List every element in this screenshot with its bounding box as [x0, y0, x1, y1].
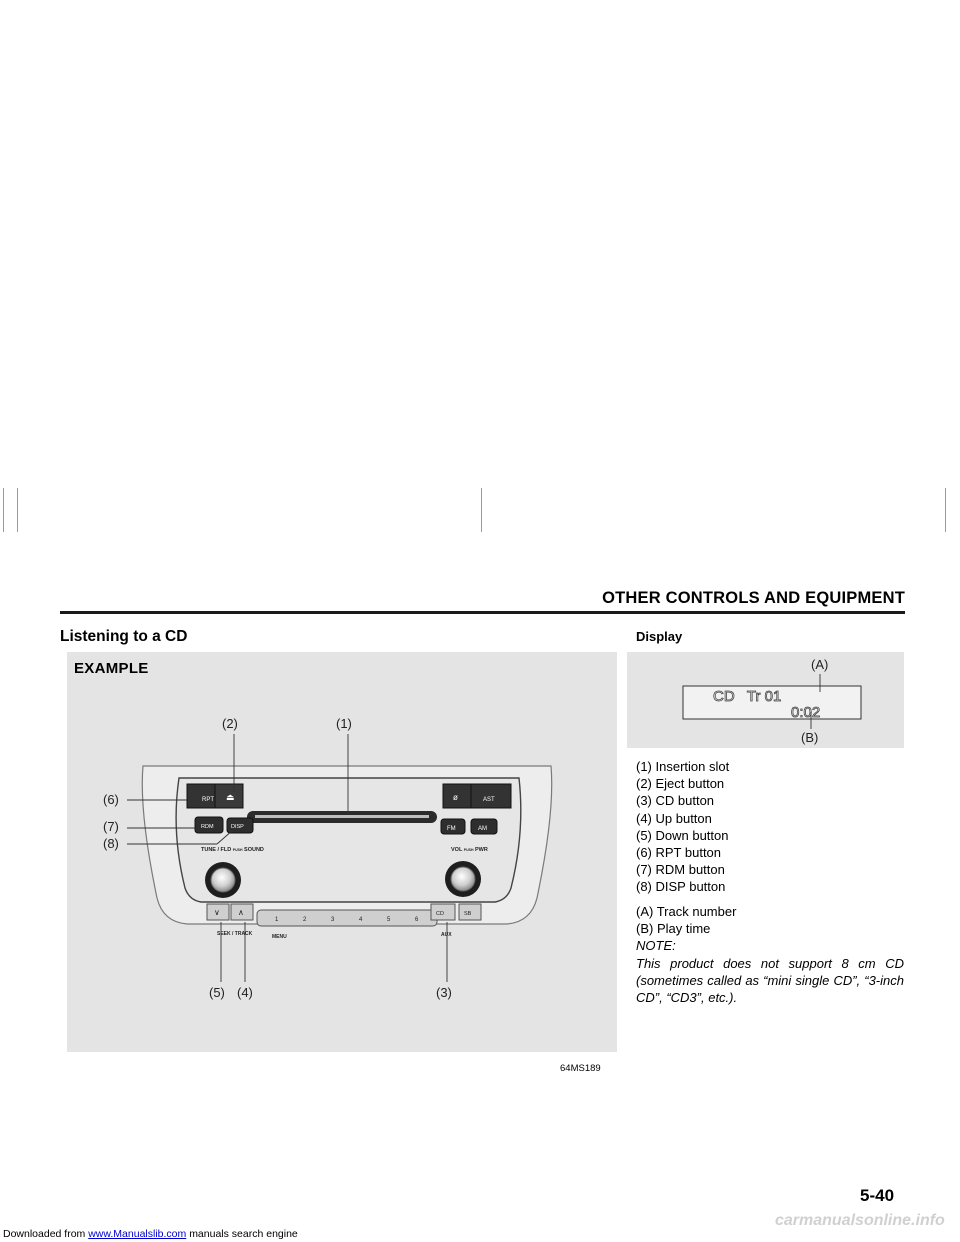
legend-list [636, 758, 729, 896]
note-label: NOTE: [636, 938, 676, 954]
title-rule [60, 611, 905, 614]
preset-3: 3 [331, 917, 335, 923]
menu-label: MENU [272, 934, 287, 940]
aux-label: AUX [441, 932, 452, 938]
footer-link[interactable]: www.Manualslib.com [88, 1228, 187, 1240]
page-number: 5-40 [860, 1186, 895, 1205]
tune-push-label: PUSH [232, 848, 243, 852]
cd-slot-inner [255, 815, 429, 818]
callout-8: (8) [103, 836, 119, 851]
label-b: (B) [801, 730, 819, 745]
vol-push-label: PUSH [463, 848, 474, 852]
am-label: AM [478, 826, 487, 832]
radio-figure [67, 652, 617, 1052]
callout-6: (6) [103, 792, 119, 807]
legend-item: (B) Play time [636, 921, 711, 937]
legend-item: (2) Eject button [636, 776, 725, 792]
radio-illustration [67, 652, 617, 1052]
section-heading: Listening to a CD [60, 628, 188, 645]
ast-label: AST [483, 797, 495, 803]
crop-mark [3, 488, 4, 532]
legend-item: (8) DISP button [636, 879, 726, 895]
preset-bar [257, 910, 437, 926]
tune-knob-cap [211, 868, 235, 892]
footer [3, 1228, 298, 1240]
seek-track-label: SEEK / TRACK [217, 931, 253, 937]
legend-item: (1) Insertion slot [636, 759, 730, 774]
footer-prefix: Downloaded from [3, 1228, 86, 1240]
callout-3: (3) [436, 985, 452, 1000]
callout-2: (2) [222, 716, 238, 731]
legend-item: (3) CD button [636, 793, 715, 809]
callout-5: (5) [209, 985, 225, 1000]
rdm-label: RDM [201, 824, 214, 830]
callout-1: (1) [336, 716, 352, 731]
crop-mark [17, 488, 18, 532]
legend-item: (A) Track number [636, 904, 737, 919]
legend-item: (4) Up button [636, 810, 712, 826]
sb-label: SB [464, 911, 472, 917]
svg-text:TUNE / FLD PUSH SOUND [201, 847, 264, 853]
legend-item: (6) RPT button [636, 845, 722, 861]
crop-mark [481, 488, 482, 532]
fm-label: FM [447, 826, 456, 832]
chevron-up-icon: ∧ [238, 908, 244, 917]
crop-mark [945, 488, 946, 532]
watermark: carmanualsonline.info [775, 1212, 945, 1229]
volume-knob-cap [451, 867, 475, 891]
legend-list-b [636, 903, 904, 1006]
footer-suffix: manuals search engine [189, 1228, 298, 1240]
ast-button [471, 784, 511, 808]
note-text: This product does not support 8 cm CD (sometimes called as “mini single CD”, “3-inch CD”, “CD3”, etc.). [636, 955, 904, 1006]
display-heading: Display [636, 629, 683, 644]
lcd-line-1: CD Tr 01 [713, 688, 782, 705]
section-title: OTHER CONTROLS AND EQUIPMENT [602, 589, 905, 607]
mute-icon: ø [453, 793, 458, 802]
rpt-label: RPT [202, 797, 214, 803]
vol-label: VOL [451, 847, 463, 853]
lcd-line-2: 0:02 [791, 704, 821, 721]
callout-7: (7) [103, 819, 119, 834]
figure-code: 64MS189 [560, 1063, 601, 1074]
vol-pwr-label: PWR [475, 847, 488, 853]
cd-label: CD [436, 911, 444, 917]
preset-5: 5 [387, 917, 391, 923]
label-a: (A) [811, 657, 829, 672]
lcd-illustration [627, 652, 904, 748]
eject-icon: ⏏ [226, 792, 235, 802]
chevron-down-icon: ∨ [214, 908, 220, 917]
preset-6: 6 [415, 917, 419, 923]
example-label: EXAMPLE [74, 660, 149, 677]
disp-label: DISP [231, 824, 244, 830]
preset-2: 2 [303, 917, 307, 923]
tune-sound-label: SOUND [244, 847, 264, 853]
preset-1: 1 [275, 917, 279, 923]
legend-item: (7) RDM button [636, 862, 725, 878]
legend-item: (5) Down button [636, 827, 729, 843]
callout-4: (4) [237, 985, 253, 1000]
tune-label: TUNE / FLD [201, 847, 232, 853]
preset-4: 4 [359, 917, 363, 923]
display-figure [627, 652, 904, 748]
